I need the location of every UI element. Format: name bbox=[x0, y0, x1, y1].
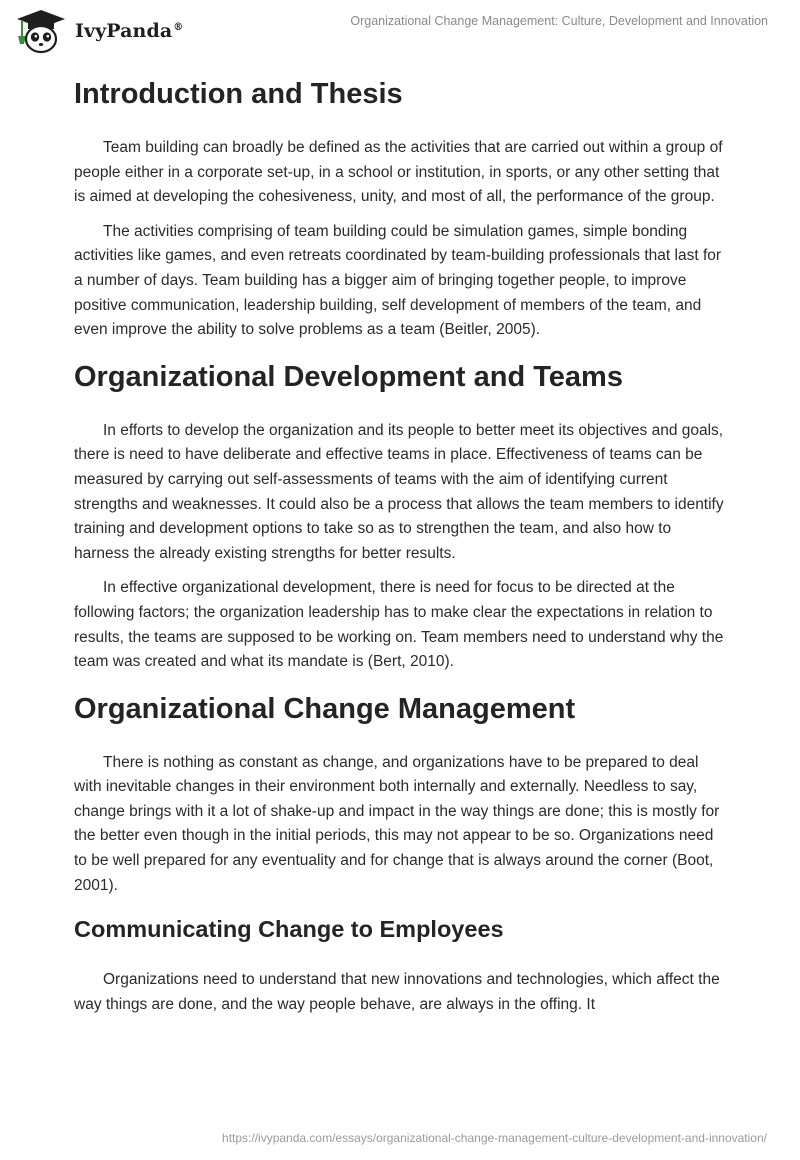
document-title: Organizational Change Management: Culture, Development and Innovation bbox=[350, 14, 768, 28]
essay-content bbox=[74, 70, 726, 1017]
brand-logo[interactable] bbox=[13, 7, 183, 55]
paragraph: In effective organizational development, there is need for focus to be directed at the following factors; the organization leadership has to make clear the expectations in relation to results, the teams are supposed to be working on. Team members need to understand why the team was created and what its mandate is (Bert, 2010). bbox=[74, 579, 724, 671]
section-heading-development-teams: Organizational Development and Teams bbox=[74, 360, 623, 393]
source-url-link[interactable]: https://ivypanda.com/essays/organizational-change-management-culture-development-and-innovation/ bbox=[222, 1131, 767, 1145]
paragraph: Team building can broadly be defined as the activities that are carried out within a group of people either in a corporate set-up, in a school or institution, in sports, or any other setting that is aimed at developing the cohesiveness, unity, and most of all, the performance of the group. bbox=[74, 139, 723, 206]
paragraph: In efforts to develop the organization and its people to better meet its objectives and goals, there is need to have deliberate and effective teams in place. Effectiveness of teams can be measured by carrying out self-assessments of teams with the aim of identifying current strengths and weaknesses. It could also be a process that allows the team members to identify training and development options to take so as to strengthen the team, and also how to harness the already existing strengths for better results. bbox=[74, 421, 724, 562]
panda-logo-icon bbox=[13, 8, 69, 54]
paragraph: There is nothing as constant as change, and organizations have to be prepared to deal with inevitable changes in their environment both internally and externally. Needless to say, change brings with it a lot of shake-up and impact in the way things are done; this is mostly for the better even though in the initial periods, this may not appear to be so. Organizations need to be well prepared for any eventuality and for change that is always around the corner (Boot, 2001). bbox=[74, 753, 720, 894]
paragraph: Organizations need to understand that new innovations and technologies, which affect the way things are done, and the way people behave, are always in the offing. It bbox=[74, 971, 720, 1013]
section-heading-communicating-change: Communicating Change to Employees bbox=[74, 916, 504, 943]
brand-name: IvyPanda® bbox=[75, 20, 184, 42]
section-heading-change-management: Organizational Change Management bbox=[74, 692, 576, 725]
paragraph: The activities comprising of team building could be simulation games, simple bonding activities like games, and even retreats coordinated by team-building professionals that last for a number of days. Team building has a bigger aim of bringing together people, to improve positive communication, leadership building, self development of members of the team, and even improve the ability to solve problems as a team (Beitler, 2005). bbox=[74, 222, 722, 339]
section-heading-introduction: Introduction and Thesis bbox=[74, 78, 403, 110]
page-header bbox=[0, 0, 800, 62]
